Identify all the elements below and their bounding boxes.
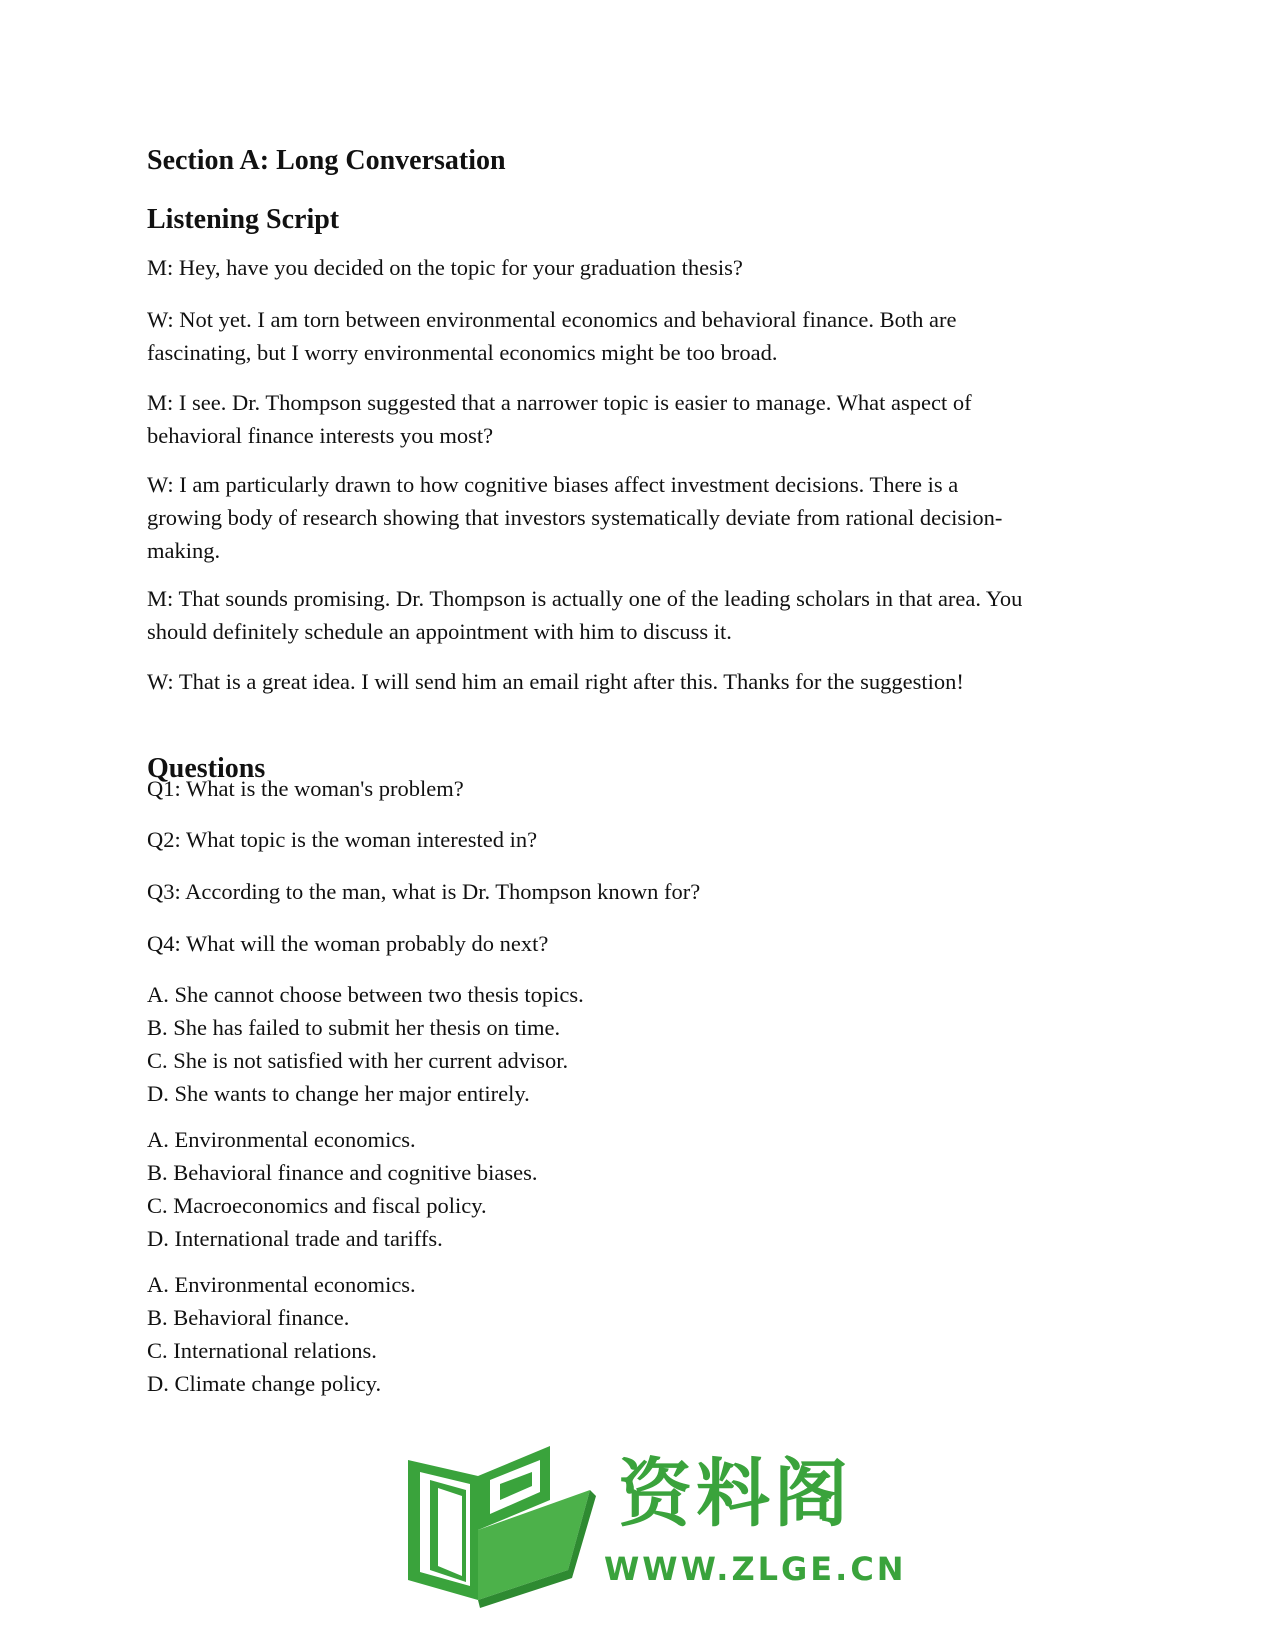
option-item: C. Macroeconomics and fiscal policy. xyxy=(147,1193,487,1218)
option-item: D. International trade and tariffs. xyxy=(147,1226,443,1251)
watermark-logo xyxy=(400,1440,907,1630)
option-item: B. Behavioral finance. xyxy=(147,1305,350,1330)
question-text: Q4: What will the woman probably do next? xyxy=(147,931,549,956)
question-text: Q2: What topic is the woman interested in? xyxy=(147,827,538,852)
script-line: making. xyxy=(147,538,221,563)
option-item: D. Climate change policy. xyxy=(147,1371,382,1396)
script-turn-6 xyxy=(147,665,1137,698)
script-line: W: That is a great idea. I will send him an email right after this. Thanks for the suggestion! xyxy=(147,669,964,694)
open-book-folder-icon xyxy=(400,1440,600,1610)
script-line: behavioral finance interests you most? xyxy=(147,423,494,448)
script-line: M: I see. Dr. Thompson suggested that a narrower topic is easier to manage. What aspect of xyxy=(147,390,972,415)
option-item: D. She wants to change her major entirely. xyxy=(147,1081,530,1106)
option-group-3 xyxy=(147,1268,1137,1400)
script-turn-3 xyxy=(147,386,1137,452)
option-item: A. Environmental economics. xyxy=(147,1272,416,1297)
option-item: C. She is not satisfied with her current advisor. xyxy=(147,1048,569,1073)
questions-heading: Questions xyxy=(147,753,266,784)
script-line: should definitely schedule an appointment with him to discuss it. xyxy=(147,619,732,644)
question-2 xyxy=(147,823,1137,856)
option-item: B. She has failed to submit her thesis on time. xyxy=(147,1015,561,1040)
option-group-2 xyxy=(147,1123,1137,1255)
question-3 xyxy=(147,875,1137,908)
watermark-name: 资料阁 xyxy=(618,1451,852,1537)
script-line: fascinating, but I worry environmental economics might be too broad. xyxy=(147,340,778,365)
script-turn-2 xyxy=(147,303,1137,369)
question-4 xyxy=(147,927,1137,960)
script-line: growing body of research showing that investors systematically deviate from rational decision- xyxy=(147,505,1003,530)
question-1 xyxy=(147,772,1137,805)
question-text: Q3: According to the man, what is Dr. Thompson known for? xyxy=(147,879,701,904)
option-group-1 xyxy=(147,978,1137,1110)
watermark-url: WWW.ZLGE.CN xyxy=(604,1550,907,1588)
listening-script-heading: Listening Script xyxy=(147,204,340,235)
script-line: M: That sounds promising. Dr. Thompson is actually one of the leading scholars in that area. You xyxy=(147,586,1023,611)
script-line: M: Hey, have you decided on the topic for your graduation thesis? xyxy=(147,255,743,280)
script-line: W: I am particularly drawn to how cognitive biases affect investment decisions. There is a xyxy=(147,472,959,497)
script-turn-5 xyxy=(147,582,1137,648)
section-title: Section A: Long Conversation xyxy=(147,145,506,176)
question-text: Q1: What is the woman's problem? xyxy=(147,776,464,801)
option-item: B. Behavioral finance and cognitive biases. xyxy=(147,1160,538,1185)
option-item: C. International relations. xyxy=(147,1338,377,1363)
script-line: W: Not yet. I am torn between environmental economics and behavioral finance. Both are xyxy=(147,307,957,332)
option-item: A. Environmental economics. xyxy=(147,1127,416,1152)
script-turn-4 xyxy=(147,468,1137,567)
script-turn-1 xyxy=(147,251,1137,284)
option-item: A. She cannot choose between two thesis topics. xyxy=(147,982,584,1007)
